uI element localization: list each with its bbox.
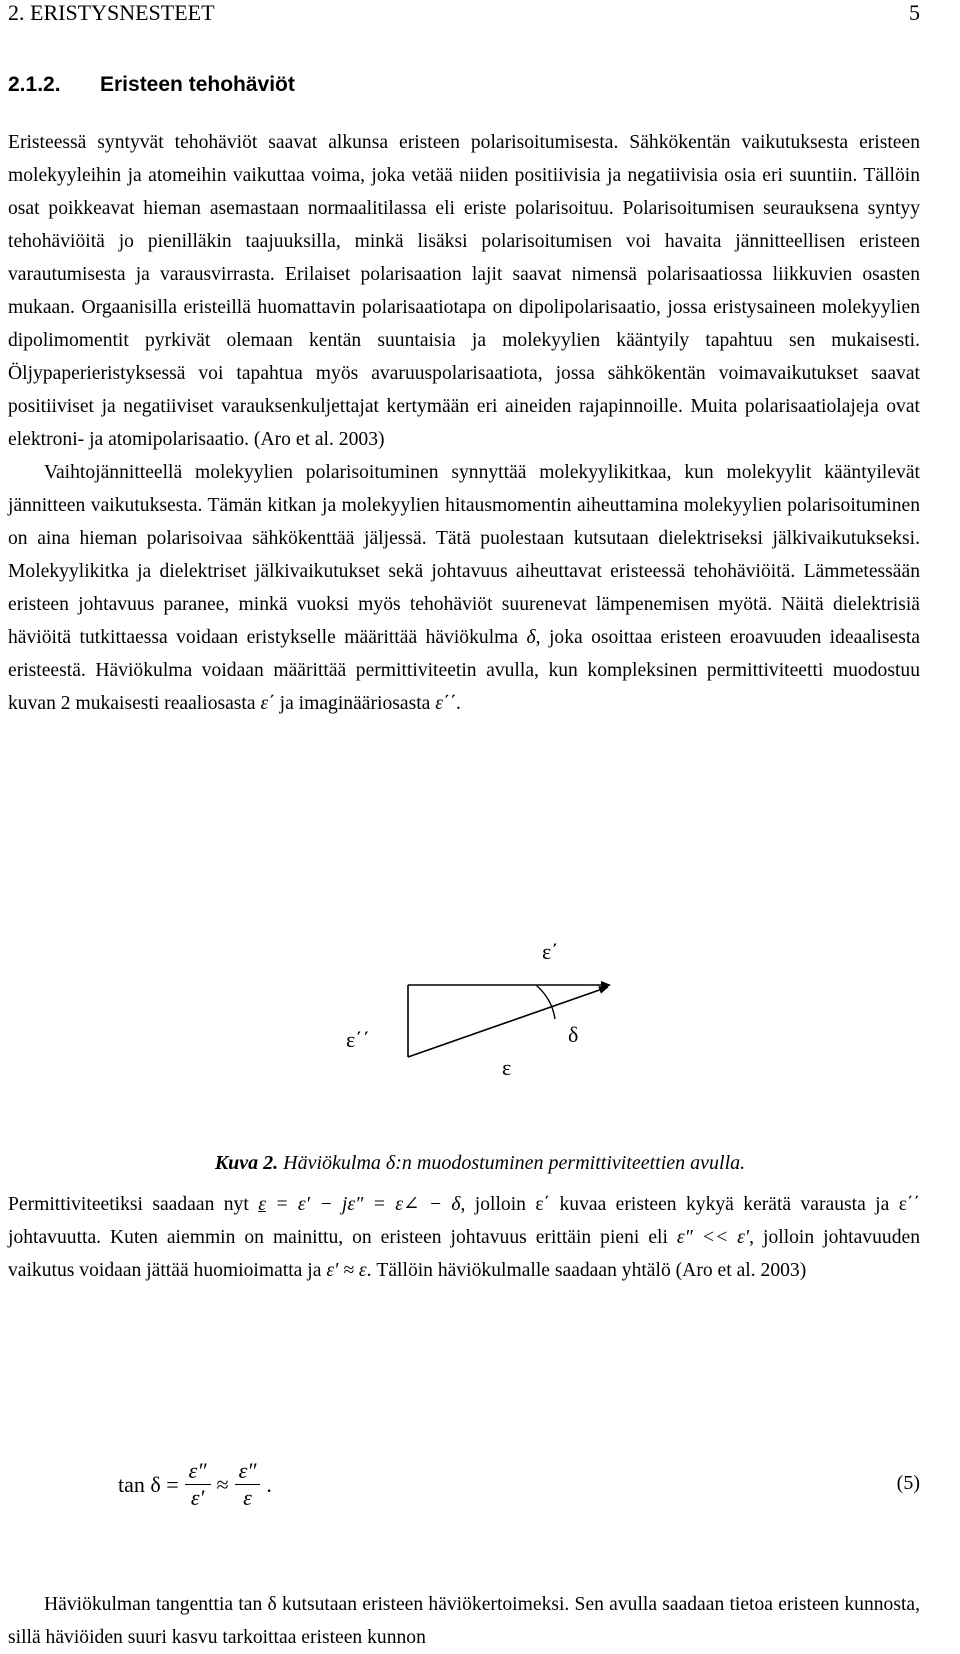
- paragraph-polarisation: Eristeessä syntyvät tehohäviöt saavat alkunsa eristeen polarisoitumisesta. Sähkökentän vaikutuksesta eristeen molekyyleihin ja atomeihin vaikuttaa voima, joka vetää niiden positiivisia ja negatiivisia osia eri suuntiin. Tällöin osat poikkeavat hieman asemastaan normaalitilassa eli eriste polarisoituu. Polarisoitumisen seurauksena syntyy tehohäviöitä jo pienilläkin taajuuksilla, minkä lisäksi polarisoitumisen voi havaita jännitteellisen eristeen varautumisesta ja varausvirrasta. Erilaiset polarisaation lajit saavat nimensä polarisaatiossa liikkuvien osasten mukaan. Orgaanisilla eristeillä huomattavin polarisaatiotapa on dipolipolarisaatio, jossa eristysaineen molekyylien dipolimomentit pyrkivät olemaan kentän suuntaisia ja molekyylien kääntyily tapahtuu sen mukaisesti. Öljypaperieristyksessä voi tapahtua myös avaruuspolarisaatiota, jossa sähkökentän voimavaikutukset saavat positiiviset ja negatiiviset varauksenkuljettajat kertymään eri aineiden rajapinnoille. Muita polarisaatiolajeja ovat elektroni- ja atomipolarisaatio. (Aro et al. 2003): [8, 132, 920, 450]
- eq-frac1-numerator: ε″: [185, 1458, 211, 1485]
- section-number: 2.1.2.: [8, 73, 61, 96]
- equation-body: [118, 1458, 272, 1511]
- equation-5: [8, 1438, 920, 1528]
- running-head: [8, 0, 920, 30]
- paragraph-loss-factor: [8, 1588, 920, 1654]
- paragraph-permittivity: [8, 1188, 920, 1287]
- p2-text-c: ja imaginääriosasta: [274, 693, 436, 714]
- p2-text-d: .: [456, 693, 461, 714]
- p2-text-b: , joka osoittaa eristeen eroavuuden ideaalisesta eristeestä. Häviökulma voidaan määrittää permittiviteetin avulla, kun kompleksinen permittiviteetti muodostuu kuvan 2 mukaisesti reaaliosasta: [8, 627, 920, 714]
- eq-lhs: tan δ =: [118, 1471, 179, 1497]
- p2-text-a: Vaihtojännitteellä molekyylien polarisoituminen synnyttää molekyylikitkaa, kun molekyylit kääntyilevät jännitteen vaikutuksesta. Tämän kitkan ja molekyylien hitausmomentin aiheuttamina molekyylien polarisoituminen on aina hieman polarisoivaa sähkökenttää jäljessä. Tätä puolestaan kutsutaan dielektriseksi jälkivaikutukseksi. Molekyylikitka ja dielektriset jälkivaikutukset sekä johtavuus aiheuttavat eristeessä tehohäviöitä. Lämmetessään eristeen johtavuus paranee, minkä vuoksi myös tehohäviöt suurenevat lämpenemisen myötä. Näitä dielektrisiä häviöitä tutkittaessa voidaan eristykselle määrittää häviökulma: [8, 462, 920, 648]
- eq-fraction-2: [235, 1458, 261, 1511]
- p2-eps-imag: ε΄΄: [435, 693, 457, 714]
- p3-text: [8, 1188, 920, 1287]
- angle-arc-delta: [536, 985, 555, 1019]
- p2-delta: δ: [526, 627, 536, 648]
- eq-frac2-denominator: ε: [243, 1485, 252, 1510]
- body-text-main: [8, 126, 920, 720]
- p3-t1: Permittiviteetiksi saadaan nyt: [8, 1194, 259, 1215]
- p3-t2: , jolloin ε΄ kuvaa eristeen kykyä kerätä varausta ja ε΄΄ johtavuutta. Kuten aiemmin on mainittu, on eristeen johtavuus erittäin pieni eli: [8, 1194, 920, 1248]
- section-title: Eristeen tehohäviöt: [100, 73, 295, 96]
- p3-eq-inequality: ε″ << ε′: [676, 1227, 750, 1248]
- p3-eq-eps-complex: ε: [258, 1194, 266, 1215]
- label-delta: δ: [568, 1022, 579, 1047]
- caption-text: Häviökulma δ:n muodostuminen permittiviteettien avulla.: [278, 1152, 746, 1174]
- figure-loss-angle-diagram: [320, 935, 660, 1165]
- p2-eps-real: ε΄: [260, 693, 275, 714]
- label-eps-imag: ε΄΄: [346, 1027, 370, 1052]
- figure-caption: [0, 1148, 960, 1178]
- page-number: 5: [909, 0, 920, 25]
- chapter-title: 2. ERISTYSNESTEET: [8, 0, 215, 25]
- p3-t4: . Tällöin häviökulmalle saadaan yhtälö (Aro et al. 2003): [366, 1260, 807, 1281]
- eq-frac2-numerator: ε″: [235, 1458, 261, 1485]
- eq-approx-sign: ≈: [216, 1471, 229, 1497]
- eq-fraction-1: [185, 1458, 211, 1511]
- p3-eq-rhs: = ε′ − jε″ = ε∠ − δ: [265, 1194, 461, 1215]
- eq-period: .: [266, 1471, 272, 1497]
- label-eps-real: ε΄: [542, 939, 559, 964]
- section-heading: [8, 70, 295, 100]
- label-eps: ε: [502, 1055, 512, 1080]
- p3-t3: , jolloin johtavuuden vaikutus voidaan jättää huomioimatta ja: [8, 1227, 920, 1281]
- paragraph-loss-angle: [8, 456, 920, 720]
- equation-number: (5): [896, 1472, 920, 1494]
- eq-frac1-denominator: ε′: [190, 1485, 205, 1510]
- p3-eq-approx: ε′ ≈ ε: [326, 1260, 367, 1281]
- caption-label: Kuva 2.: [214, 1152, 279, 1174]
- p4-text: Häviökulman tangenttia tan δ kutsutaan eristeen häviökertoimeksi. Sen avulla saadaan tietoa eristeen kunnosta, sillä häviöiden suuri kasvu tarkoittaa eristeen kunnon: [8, 1594, 920, 1648]
